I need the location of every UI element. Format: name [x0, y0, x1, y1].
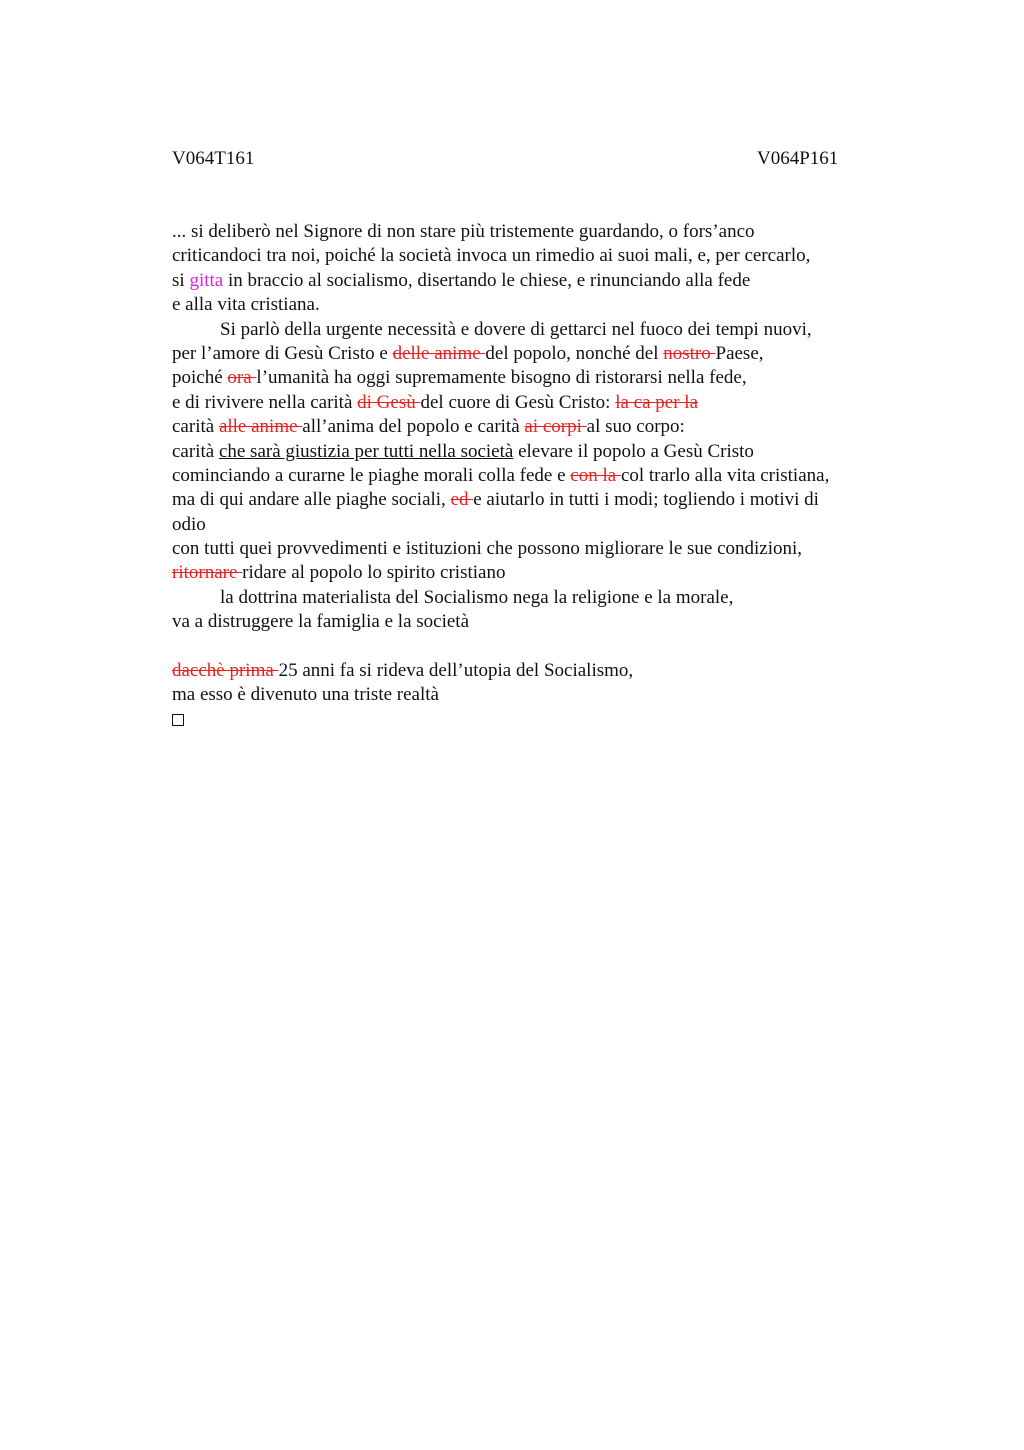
text-line: per l’amore di Gesù Cristo e delle anime del popolo, nonché del nostro Paese, [172, 342, 764, 364]
text-line [172, 708, 892, 732]
deleted-text: con la [570, 464, 621, 486]
text-line: si gitta in braccio al socialismo, disertando le chiese, e rinunciando alla fede [172, 269, 751, 291]
text-line: con tutti quei provvedimenti e istituzioni che possono migliorare le sue condizioni, [172, 538, 803, 560]
text-line: la dottrina materialista del Socialismo nega la religione e la morale, [220, 586, 734, 608]
deleted-text: ai corpi [524, 416, 587, 438]
text-line: va a distruggere la famiglia e la società [172, 611, 470, 633]
text-line: ritornare ridare al popolo lo spirito cristiano [172, 562, 506, 584]
text-line: odio [172, 513, 206, 535]
text-line: e alla vita cristiana. [172, 294, 320, 316]
deleted-text: ora [227, 367, 257, 389]
blank-line [172, 635, 892, 659]
deleted-text: ritornare [172, 562, 243, 584]
text-line: ma di qui andare alle piaghe sociali, ed e aiutarlo in tutti i modi; togliendo i motivi di [172, 489, 819, 511]
text-line: poiché ora l’umanità ha oggi supremamente bisogno di ristorarsi nella fede, [172, 367, 747, 389]
deleted-text: delle anime [392, 342, 486, 364]
underlined-text: che sarà giustizia per tutti nella società [218, 440, 514, 462]
deleted-text: ed [450, 489, 474, 511]
text-line: ma esso è divenuto una triste realtà [172, 684, 439, 706]
text-line: e di rivivere nella carità di Gesù del cuore di Gesù Cristo: la ca per la [172, 391, 699, 413]
deleted-text: di Gesù [357, 391, 421, 413]
deleted-text: alle anime [218, 416, 303, 438]
text-line: carità che sarà giustizia per tutti nella società elevare il popolo a Gesù Cristo [172, 440, 754, 462]
highlighted-word: gitta [189, 269, 224, 291]
checkbox-square-icon [172, 714, 184, 726]
text-line: ... si deliberò nel Signore di non stare più tristemente guardando, o fors’anco [172, 221, 755, 242]
text-line: carità alle anime all’anima del popolo e carità ai corpi al suo corpo: [172, 416, 685, 438]
deleted-text: la ca per la [615, 391, 699, 413]
header-right-code: V064P161 [757, 148, 839, 169]
text-line: Si parlò della urgente necessità e dovere di gettarci nel fuoco dei tempi nuovi, [220, 318, 812, 340]
text-line: criticandoci tra noi, poiché la società invoca un rimedio ai suoi mali, e, per cercarlo, [172, 245, 811, 267]
text-line: cominciando a curarne le piaghe morali colla fede e con la col trarlo alla vita cristiana, [172, 464, 830, 486]
header-left-code: V064T161 [172, 148, 255, 169]
transcription-body [172, 220, 892, 732]
deleted-text: nostro [663, 342, 716, 364]
deleted-text: dacchè prima [172, 660, 279, 682]
text-line: dacchè prima 25 anni fa si rideva dell’utopia del Socialismo, [172, 660, 634, 682]
